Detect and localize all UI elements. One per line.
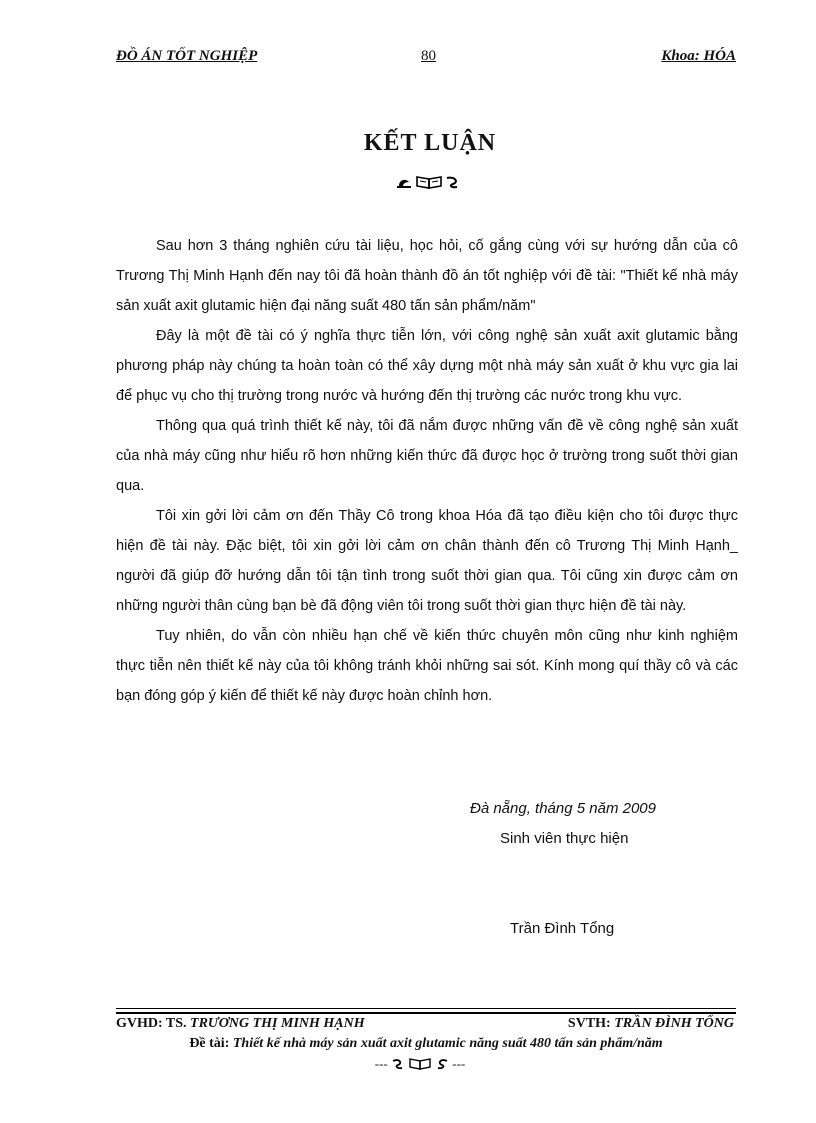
- footer-student: [568, 1016, 734, 1032]
- footer-supervisor: [116, 1016, 365, 1032]
- footer-credits: [116, 1016, 736, 1036]
- footer-supervisor-label: GVHD: TS.: [116, 1016, 187, 1031]
- book-ornament-icon: [391, 1057, 449, 1074]
- footer-dash-left: ---: [374, 1056, 388, 1071]
- signature-date: Đà nẵng, tháng 5 năm 2009: [470, 800, 656, 817]
- footer-ornament: [0, 1056, 816, 1074]
- paragraph: Tuy nhiên, do vẫn còn nhiều hạn chế về kiến thức chuyên môn cũng như kinh nghiệm thực tiễn nên thiết kế này của tôi không tránh khỏi những sai sót. Kính mong quí thầy cô và các bạn đóng góp ý kiến để thiết kế này được hoàn chỉnh hơn.: [116, 628, 738, 704]
- signature-role: Sinh viên thực hiện: [500, 830, 629, 847]
- paragraph: Thông qua quá trình thiết kế này, tôi đã nắm được những vấn đề về công nghệ sản xuất của nhà máy cũng như hiểu rõ hơn những kiến thức đã được học ở trường trong suốt thời gian qua.: [116, 418, 738, 494]
- page-title: KẾT LUẬN: [363, 130, 497, 156]
- footer-topic-label: Đề tài:: [189, 1036, 230, 1051]
- signature-name: Trần Đình Tổng: [510, 920, 615, 937]
- paragraph: Sau hơn 3 tháng nghiên cứu tài liệu, học hỏi, cố gắng cùng với sự hướng dẫn của cô Trương Thị Minh Hạnh đến nay tôi đã hoàn thành đồ án tốt nghiệp với đề tài: "Thiết kế nhà máy sản xuất axit glutamic hiện đại năng suất 480 tấn sản phẩm/năm": [116, 238, 738, 314]
- footer-divider-thick: [116, 1012, 736, 1014]
- book-ornament-icon: [0, 174, 816, 190]
- page-number: 80: [421, 48, 436, 64]
- footer-topic-text: Thiết kế nhà máy sản xuất axit glutamic năng suất 480 tấn sản phẩm/năm: [232, 1036, 663, 1051]
- footer-student-label: SVTH:: [567, 1016, 611, 1031]
- header-thesis-label: ĐỒ ÁN TỐT NGHIỆP: [116, 48, 258, 64]
- page-header: [116, 48, 736, 68]
- paragraph: Tôi xin gởi lời cảm ơn đến Thầy Cô trong khoa Hóa đã tạo điều kiện cho tôi được thực hiện đề tài này. Đặc biệt, tôi xin gởi lời cảm ơn chân thành đến cô Trương Thị Minh Hạnh_ người đã giúp đỡ hướng dẫn tôi tận tình trong suốt thời gian qua. Tôi cũng xin được cảm ơn những người thân cùng bạn bè đã động viên tôi trong suốt thời gian thực hiện đề tài này.: [116, 508, 738, 614]
- paragraph: Đây là một đề tài có ý nghĩa thực tiễn lớn, với công nghệ sản xuất axit glutamic bằng phương pháp này chúng ta hoàn toàn có thể xây dựng một nhà máy sản xuất ở khu vực gia lai để phục vụ cho thị trường trong nước và hướng đến thị trường các nước trong khu vực.: [116, 328, 738, 404]
- conclusion-body: [116, 231, 738, 711]
- footer-divider: [116, 1008, 736, 1009]
- footer-dash-right: ---: [452, 1056, 466, 1071]
- header-faculty: Khoa: HÓA: [661, 48, 736, 64]
- footer-student-name: TRẦN ĐÌNH TỔNG: [614, 1016, 734, 1031]
- footer-supervisor-name: TRƯƠNG THỊ MINH HẠNH: [190, 1016, 365, 1031]
- footer-topic: [116, 1036, 736, 1052]
